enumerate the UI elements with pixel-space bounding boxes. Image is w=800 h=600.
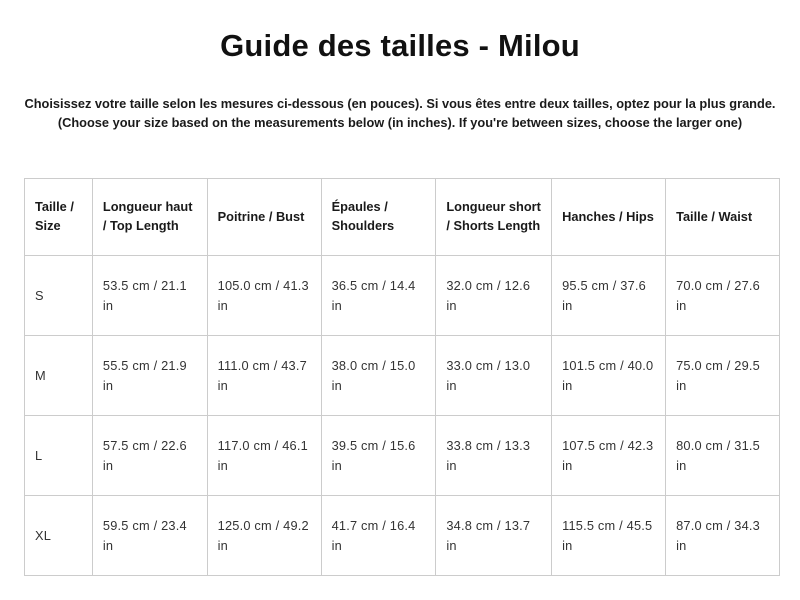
measurement-cell: 36.5 cm / 14.4 in xyxy=(321,256,436,336)
size-guide-table xyxy=(24,178,780,576)
measurement-cell: 80.0 cm / 31.5 in xyxy=(666,416,780,496)
size-guide-page xyxy=(0,24,800,600)
col-header-shorts-length: Longueur short / Shorts Length xyxy=(436,179,552,256)
measurement-cell: 32.0 cm / 12.6 in xyxy=(436,256,552,336)
measurement-cell: 87.0 cm / 34.3 in xyxy=(666,496,780,576)
measurement-cell: 39.5 cm / 15.6 in xyxy=(321,416,436,496)
measurement-cell: 55.5 cm / 21.9 in xyxy=(92,336,207,416)
measurement-cell: 111.0 cm / 43.7 in xyxy=(207,336,321,416)
measurement-cell: 101.5 cm / 40.0 in xyxy=(552,336,666,416)
measurement-cell: 38.0 cm / 15.0 in xyxy=(321,336,436,416)
measurement-cell: 33.0 cm / 13.0 in xyxy=(436,336,552,416)
subtitle xyxy=(10,94,790,132)
col-header-shoulders: Épaules / Shoulders xyxy=(321,179,436,256)
measurement-cell: 117.0 cm / 46.1 in xyxy=(207,416,321,496)
table-row-m xyxy=(25,336,780,416)
page-title: Guide des tailles - Milou xyxy=(220,28,580,63)
measurement-cell: 105.0 cm / 41.3 in xyxy=(207,256,321,336)
table-body xyxy=(25,256,780,576)
measurement-cell: 59.5 cm / 23.4 in xyxy=(92,496,207,576)
col-header-bust: Poitrine / Bust xyxy=(207,179,321,256)
size-label: S xyxy=(25,256,93,336)
subtitle-french: Choisissez votre taille selon les mesures ci-dessous (en pouces). Si vous êtes entre deux tailles, optez pour la plus grande. xyxy=(24,96,776,111)
col-header-top-length: Longueur haut / Top Length xyxy=(92,179,207,256)
measurement-cell: 107.5 cm / 42.3 in xyxy=(552,416,666,496)
table-row-xl xyxy=(25,496,780,576)
measurement-cell: 115.5 cm / 45.5 in xyxy=(552,496,666,576)
measurement-cell: 95.5 cm / 37.6 in xyxy=(552,256,666,336)
size-label: L xyxy=(25,416,93,496)
measurement-cell: 125.0 cm / 49.2 in xyxy=(207,496,321,576)
subtitle-english: (Choose your size based on the measurements below (in inches). If you're between sizes, choose the larger one) xyxy=(57,115,743,130)
table-row-s xyxy=(25,256,780,336)
table-row-l xyxy=(25,416,780,496)
measurement-cell: 70.0 cm / 27.6 in xyxy=(666,256,780,336)
measurement-cell: 34.8 cm / 13.7 in xyxy=(436,496,552,576)
table-header xyxy=(25,179,780,256)
measurement-cell: 57.5 cm / 22.6 in xyxy=(92,416,207,496)
header-row xyxy=(25,179,780,256)
col-header-waist: Taille / Waist xyxy=(666,179,780,256)
measurement-cell: 53.5 cm / 21.1 in xyxy=(92,256,207,336)
col-header-taille-size: Taille / Size xyxy=(25,179,93,256)
size-label: M xyxy=(25,336,93,416)
measurement-cell: 33.8 cm / 13.3 in xyxy=(436,416,552,496)
size-label: XL xyxy=(25,496,93,576)
measurement-cell: 41.7 cm / 16.4 in xyxy=(321,496,436,576)
col-header-hips: Hanches / Hips xyxy=(552,179,666,256)
measurement-cell: 75.0 cm / 29.5 in xyxy=(666,336,780,416)
